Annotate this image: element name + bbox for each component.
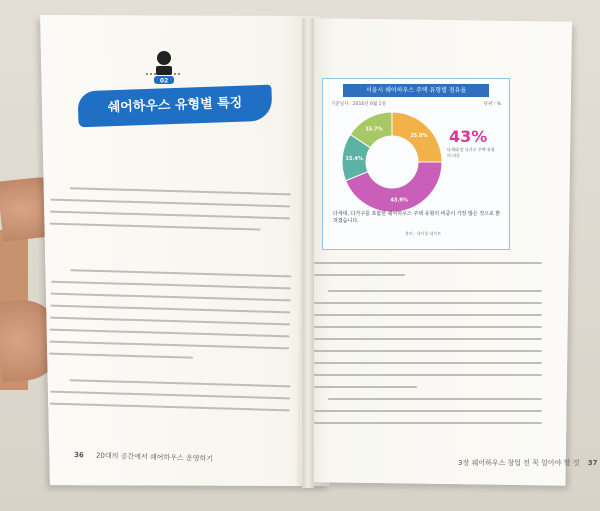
chart-panel [322,78,510,250]
highlight-value: 43% [449,127,488,146]
chart-source: 출처 : 세어링 네이트 [405,231,442,236]
left-paragraph-3 [50,379,291,422]
chart-caption: 다세대, 다가구를 포함한 쉐어하우스 주택 유형의 비중이 가장 많은 것으로 밝혀졌습니다. [333,211,501,224]
right-paragraph-3 [314,398,542,434]
highlight-note: 다세대 및 다가구 주택 유형의 비중 [447,147,495,158]
donut-chart [337,107,447,217]
right-footer [458,458,597,468]
right-paragraph-1 [314,262,542,286]
right-page-number: 37 [587,459,598,467]
left-page-number: 36 [73,451,84,460]
right-paragraph-2 [314,290,542,398]
left-paragraph-2 [49,269,292,372]
donut-slice-label: 43.9% [390,197,408,204]
section-title: 쉐어하우스 유형별 특징 [77,85,272,128]
donut-slice-label: 25.0% [410,133,428,140]
section-number: 02 [159,77,169,85]
donut-slice-label: 15.4% [345,156,363,163]
section-badge-icon [142,44,186,88]
donut-slice-label: 15.7% [365,126,383,133]
right-running-footer: 3장 쉐어하우스 창업 전 꼭 알아야 할 것 [458,459,580,467]
book-spine [302,18,314,488]
chart-subtitle: 기준일자 : 2016년 6월 1일 [331,102,386,107]
left-running-footer: 20대의 공간에서 쉐어하우스 운영하기 [95,451,214,463]
chart-title: 서울시 쉐어하우스 주택 유형별 점유율 [343,84,489,97]
chart-unit: 단위 : % [483,102,501,107]
left-paragraph-1 [49,187,290,242]
